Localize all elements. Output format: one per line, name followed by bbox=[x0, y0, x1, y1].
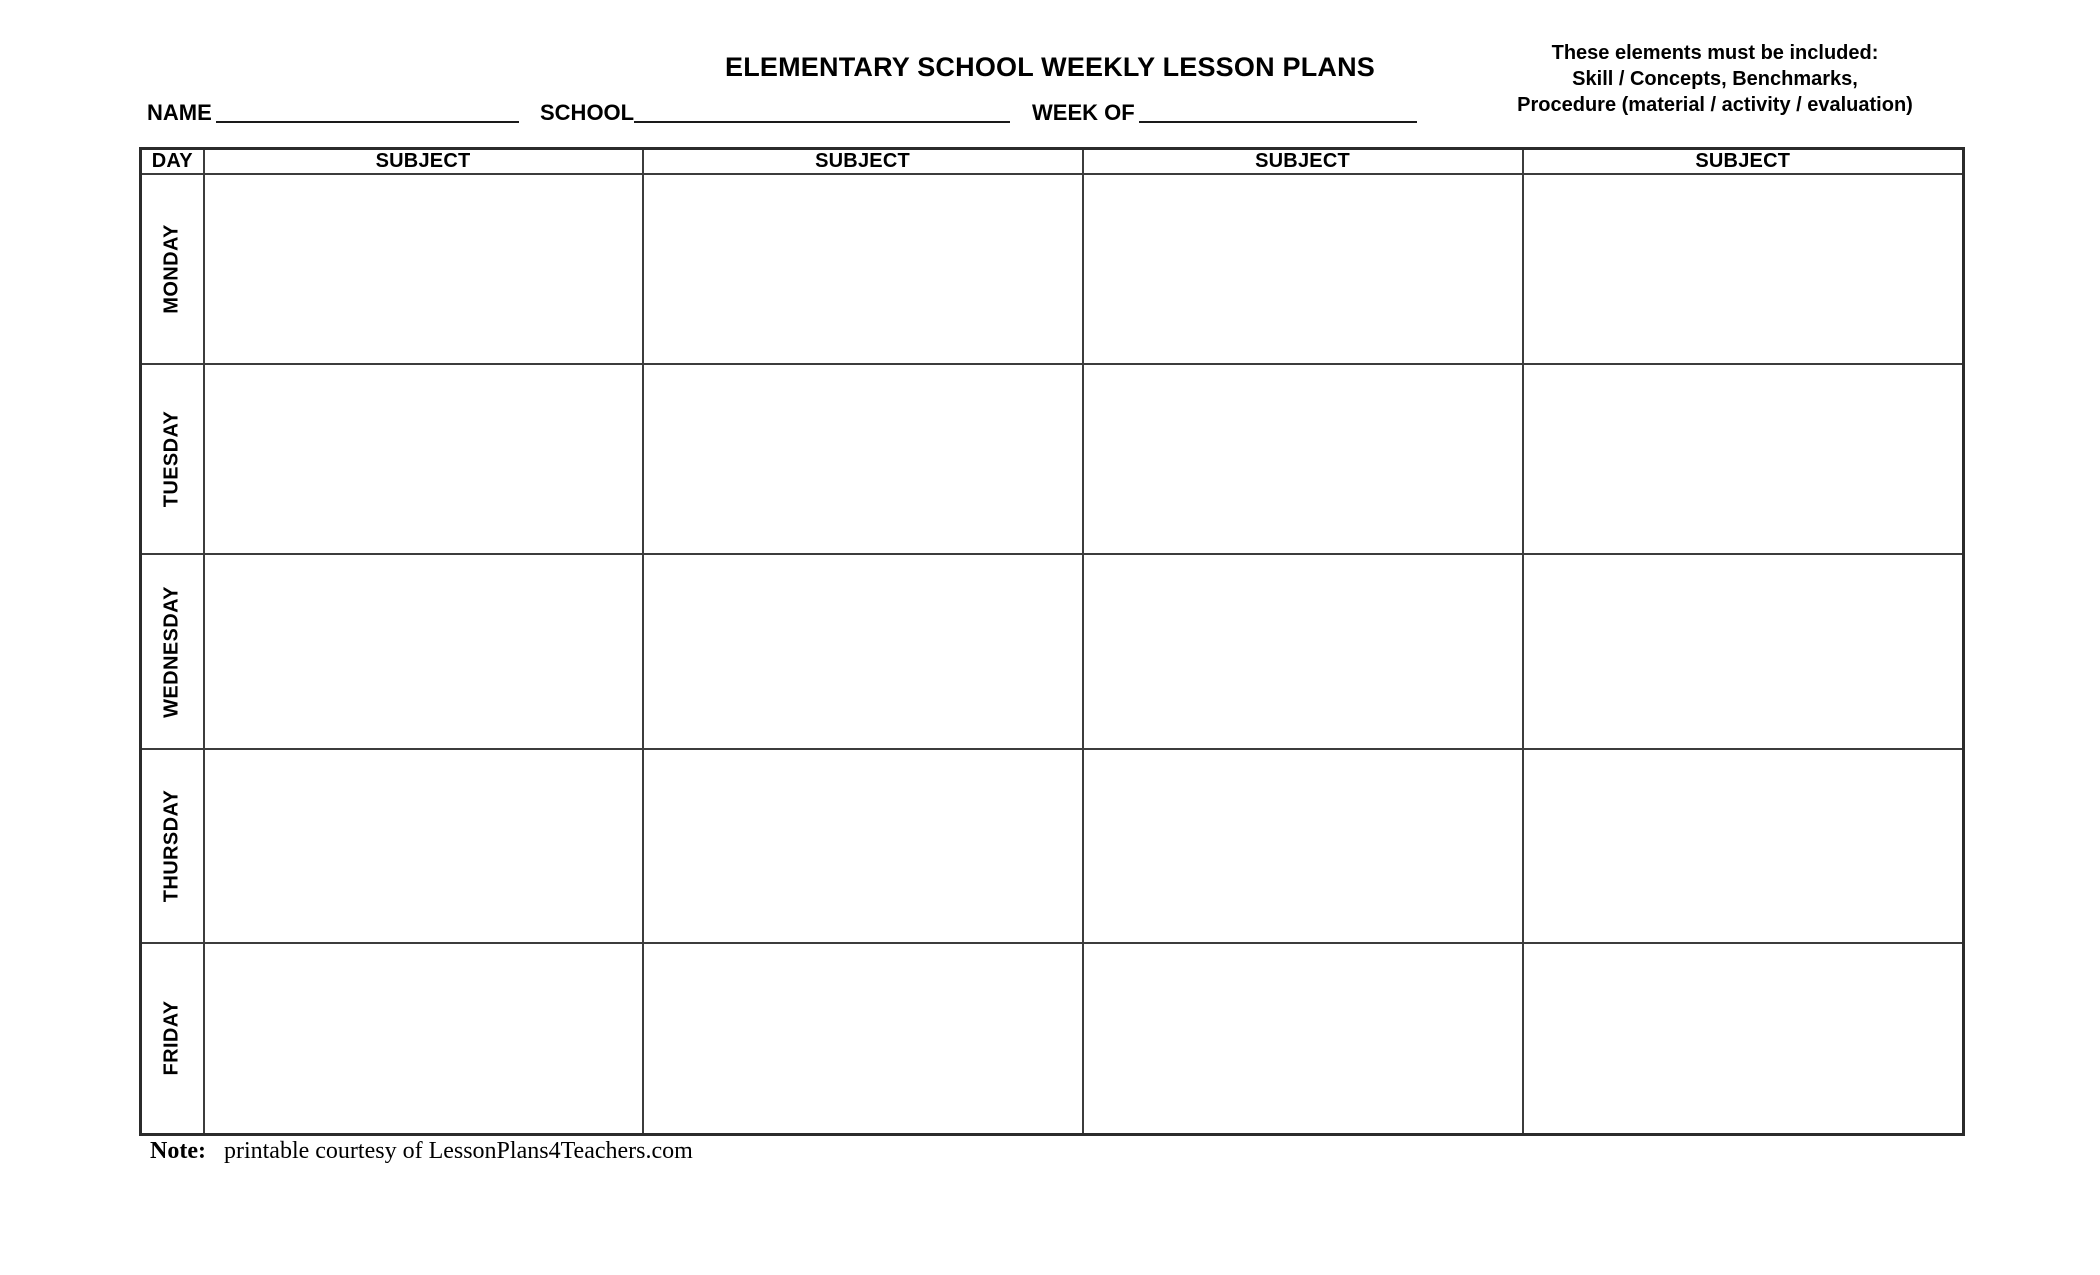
day-label-monday: MONDAY bbox=[160, 224, 183, 314]
name-field-label: NAME bbox=[147, 100, 212, 125]
table-row-tuesday bbox=[141, 364, 1964, 554]
footer-note-label: Note: bbox=[150, 1138, 206, 1164]
page-title: ELEMENTARY SCHOOL WEEKLY LESSON PLANS bbox=[725, 52, 1375, 82]
lesson-cell-friday-subject-2[interactable] bbox=[643, 943, 1083, 1134]
day-cell-wednesday bbox=[141, 554, 204, 749]
subject-column-header-4: SUBJECT bbox=[1523, 149, 1964, 175]
footer-note bbox=[150, 1138, 693, 1165]
day-cell-friday bbox=[141, 943, 204, 1134]
lesson-cell-friday-subject-3[interactable] bbox=[1083, 943, 1523, 1134]
lesson-cell-monday-subject-4[interactable] bbox=[1523, 174, 1964, 364]
day-label-tuesday: TUESDAY bbox=[160, 410, 183, 508]
day-cell-monday bbox=[141, 174, 204, 364]
lesson-cell-monday-subject-1[interactable] bbox=[204, 174, 643, 364]
lesson-cell-wednesday-subject-1[interactable] bbox=[204, 554, 643, 749]
day-label-wednesday: WEDNESDAY bbox=[160, 585, 183, 718]
table-row-thursday bbox=[141, 749, 1964, 943]
lesson-cell-thursday-subject-4[interactable] bbox=[1523, 749, 1964, 943]
table-row-friday bbox=[141, 943, 1964, 1134]
week-of-field-label: WEEK OF bbox=[1032, 100, 1135, 125]
lesson-cell-thursday-subject-3[interactable] bbox=[1083, 749, 1523, 943]
school-field-label: SCHOOL bbox=[540, 100, 635, 125]
lesson-plan-table bbox=[139, 147, 1965, 1136]
lesson-cell-monday-subject-2[interactable] bbox=[643, 174, 1083, 364]
day-column-header: DAY bbox=[141, 149, 204, 175]
spacer bbox=[212, 1138, 218, 1164]
name-fill-line[interactable] bbox=[216, 121, 519, 123]
lesson-cell-friday-subject-4[interactable] bbox=[1523, 943, 1964, 1134]
lesson-cell-tuesday-subject-4[interactable] bbox=[1523, 364, 1964, 554]
table-row-wednesday bbox=[141, 554, 1964, 749]
lesson-cell-wednesday-subject-3[interactable] bbox=[1083, 554, 1523, 749]
table-header-row bbox=[141, 149, 1964, 175]
lesson-cell-tuesday-subject-1[interactable] bbox=[204, 364, 643, 554]
requirements-line-1: These elements must be included: bbox=[1551, 42, 1879, 64]
lesson-cell-friday-subject-1[interactable] bbox=[204, 943, 643, 1134]
day-label-friday: FRIDAY bbox=[160, 1000, 183, 1076]
lesson-cell-wednesday-subject-4[interactable] bbox=[1523, 554, 1964, 749]
day-cell-tuesday bbox=[141, 364, 204, 554]
requirements-line-3: Procedure (material / activity / evaluation) bbox=[1517, 94, 1913, 116]
table-row-monday bbox=[141, 174, 1964, 364]
lesson-cell-wednesday-subject-2[interactable] bbox=[643, 554, 1083, 749]
requirements-line-2: Skill / Concepts, Benchmarks, bbox=[1572, 68, 1858, 90]
lesson-cell-tuesday-subject-2[interactable] bbox=[643, 364, 1083, 554]
week-of-fill-line[interactable] bbox=[1139, 121, 1417, 123]
lesson-cell-thursday-subject-1[interactable] bbox=[204, 749, 643, 943]
lesson-cell-monday-subject-3[interactable] bbox=[1083, 174, 1523, 364]
requirements-block bbox=[1485, 40, 1945, 118]
subject-column-header-1: SUBJECT bbox=[204, 149, 643, 175]
footer-note-text: printable courtesy of LessonPlans4Teachers.com bbox=[223, 1138, 693, 1164]
subject-column-header-2: SUBJECT bbox=[643, 149, 1083, 175]
lesson-cell-tuesday-subject-3[interactable] bbox=[1083, 364, 1523, 554]
day-label-thursday: THURSDAY bbox=[160, 789, 183, 903]
school-fill-line[interactable] bbox=[634, 121, 1010, 123]
subject-column-header-3: SUBJECT bbox=[1083, 149, 1523, 175]
lesson-cell-thursday-subject-2[interactable] bbox=[643, 749, 1083, 943]
day-cell-thursday bbox=[141, 749, 204, 943]
